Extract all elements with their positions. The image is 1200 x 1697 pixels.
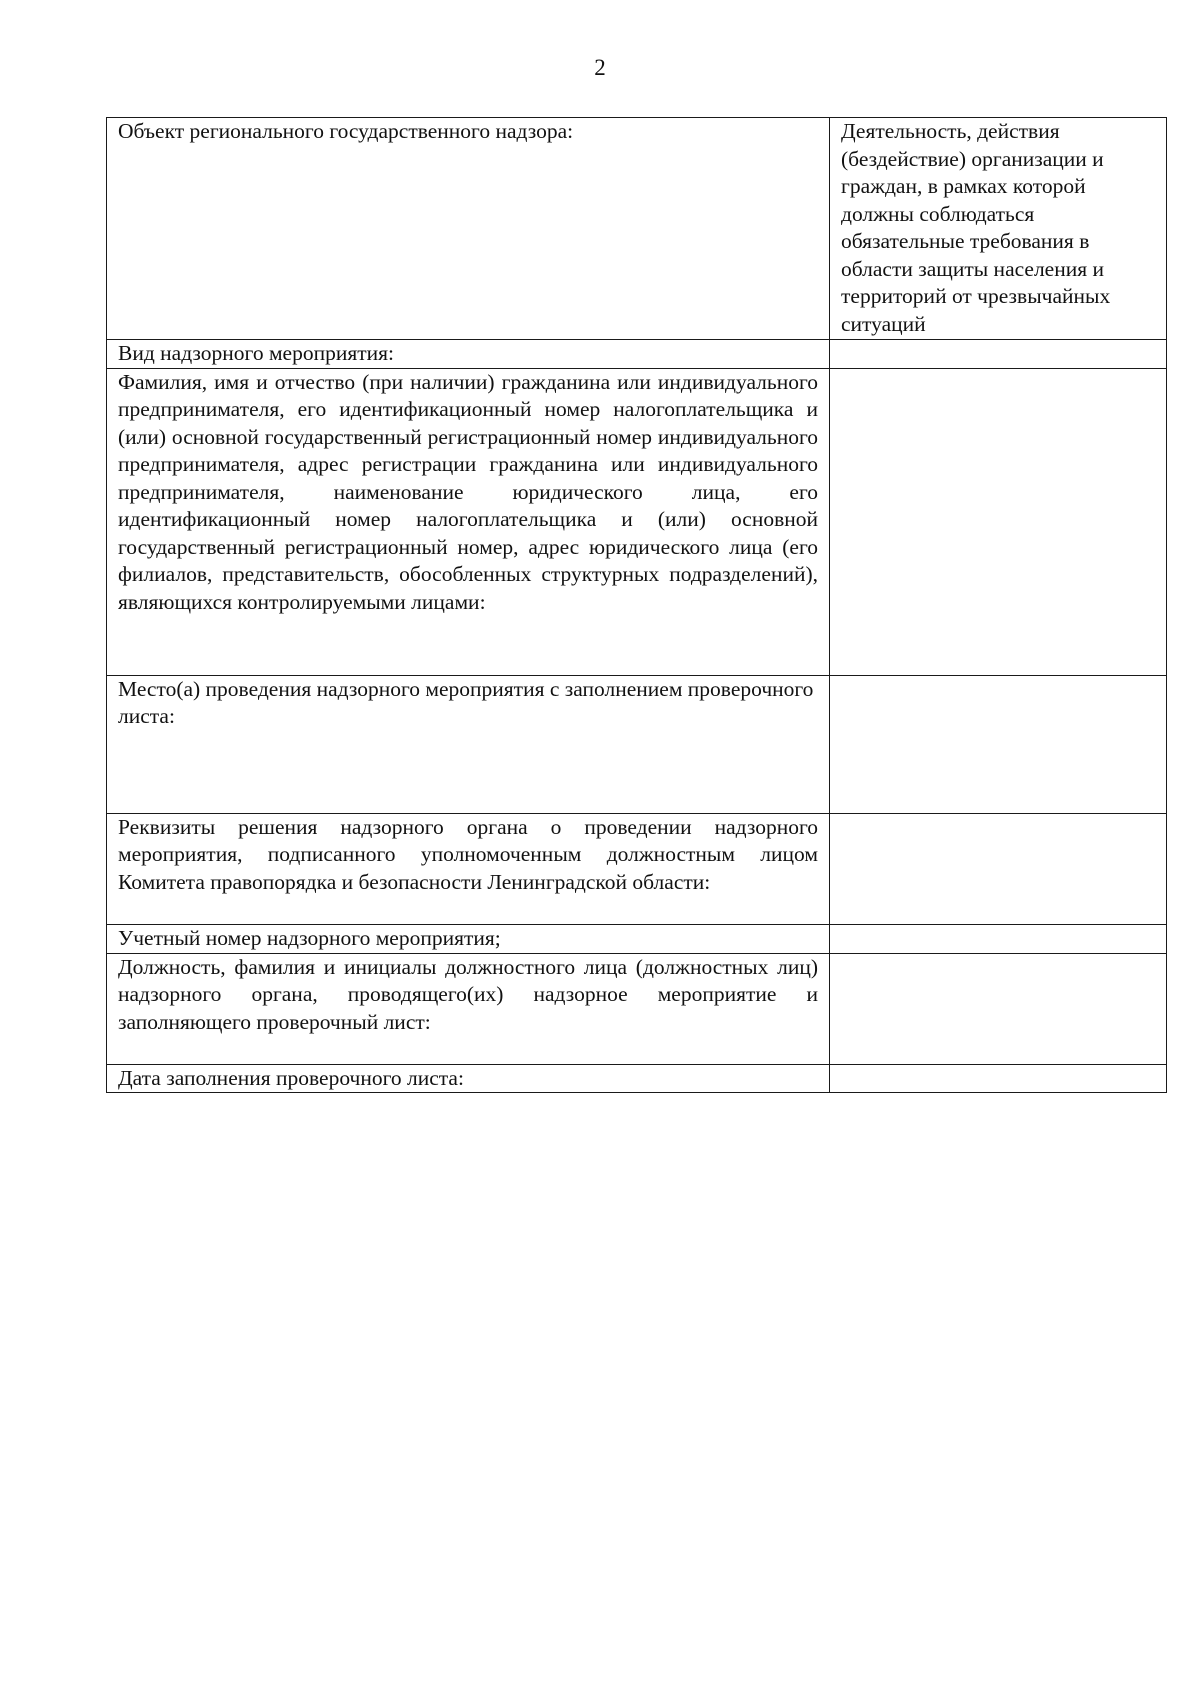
table-row <box>107 368 1167 675</box>
controlled-person-label: Фамилия, имя и отчество (при наличии) гражданина или индивидуального предпринимателя, его идентификационный номер налогоплательщика и (или) основной государственный регистрационный номер индивидуального предпринимателя, адрес регистрации гражданина или индивидуального предпринимателя, наименование юридического лица, его идентификационный номер налогоплательщика и (или) основной государственный регистрационный номер, адрес юридического лица (его филиалов, представительств, обособленных структурных подразделений), являющихся контролируемыми лицами: <box>107 368 830 675</box>
supervision-object-value: Деятельность, действия (бездействие) организации и граждан, в рамках которой должны соблюдаться обязательные требования в области защиты населения и территорий от чрезвычайных ситуаций <box>830 118 1167 340</box>
registration-number-label: Учетный номер надзорного мероприятия; <box>107 924 830 953</box>
event-type-label: Вид надзорного мероприятия: <box>107 340 830 369</box>
decision-details-value[interactable] <box>830 813 1167 924</box>
official-value[interactable] <box>830 953 1167 1064</box>
page-number: 2 <box>594 55 606 80</box>
table-row <box>107 675 1167 813</box>
table-row <box>107 1064 1167 1093</box>
table-row <box>107 340 1167 369</box>
supervision-object-label: Объект регионального государственного надзора: <box>107 118 830 340</box>
official-label: Должность, фамилия и инициалы должностного лица (должностных лиц) надзорного органа, проводящего(их) надзорное мероприятие и заполняющего проверочный лист: <box>107 953 830 1064</box>
table-row <box>107 953 1167 1064</box>
event-place-value[interactable] <box>830 675 1167 813</box>
table-row <box>107 118 1167 340</box>
decision-details-label: Реквизиты решения надзорного органа о проведении надзорного мероприятия, подписанного уполномоченным должностным лицом Комитета правопорядка и безопасности Ленинградской области: <box>107 813 830 924</box>
registration-number-value[interactable] <box>830 924 1167 953</box>
fill-date-label: Дата заполнения проверочного листа: <box>107 1064 830 1093</box>
table-row <box>107 924 1167 953</box>
table-row <box>107 813 1167 924</box>
event-place-label: Место(а) проведения надзорного мероприятия с заполнением проверочного листа: <box>107 675 830 813</box>
inspection-details-table <box>106 117 1167 1093</box>
controlled-person-value[interactable] <box>830 368 1167 675</box>
event-type-value[interactable] <box>830 340 1167 369</box>
fill-date-value[interactable] <box>830 1064 1167 1093</box>
